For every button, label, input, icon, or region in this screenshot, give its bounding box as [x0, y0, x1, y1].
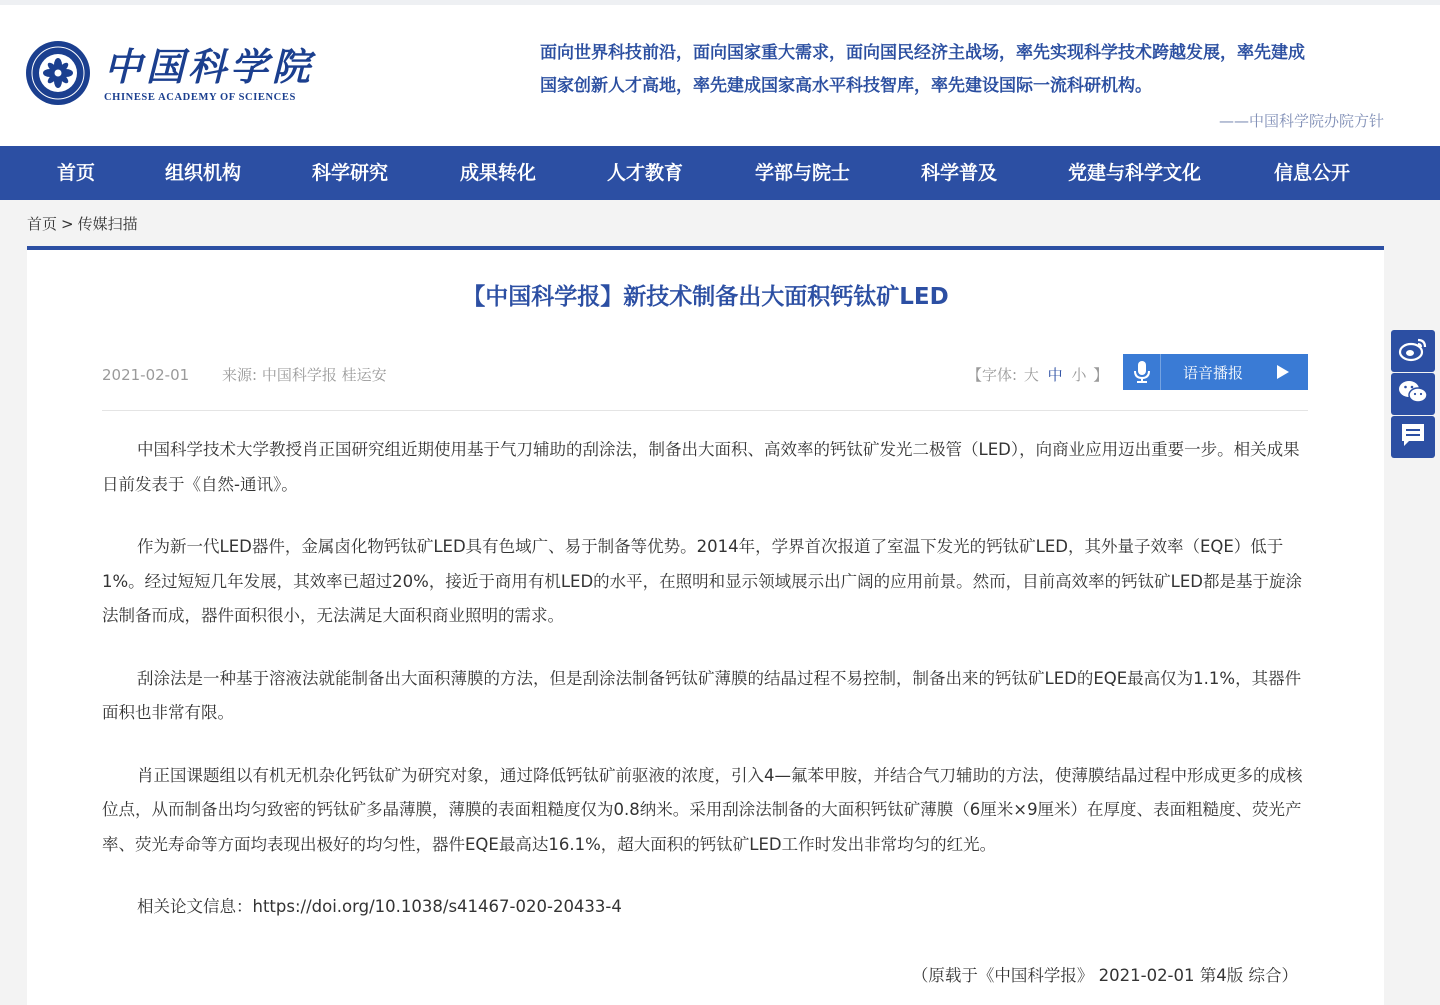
nav-item-education[interactable]: 人才教育	[607, 162, 684, 184]
nav-item-innovation[interactable]: 成果转化	[460, 162, 537, 184]
motto-line: 面向世界科技前沿，面向国家重大需求，面向国民经济主战场，率先实现科学技术跨越发展，率先建成	[540, 43, 1305, 63]
nav-item-organization[interactable]: 组织机构	[165, 162, 242, 184]
share-weibo-button[interactable]	[1391, 330, 1435, 372]
font-size-medium[interactable]: 中	[1047, 366, 1063, 384]
nav-item-popular-science[interactable]: 科学普及	[921, 162, 998, 184]
font-size-switcher	[967, 364, 1108, 385]
voice-broadcast-label: 语音播报	[1183, 363, 1244, 382]
article-paragraph: 肖正国课题组以有机无机杂化钙钛矿为研究对象，通过降低钙钛矿前驱液的浓度，引入4—氟苯甲胺，并结合气刀辅助的方法，使薄膜结晶过程中形成更多的成核位点，从而制备出均匀致密的钙钛矿多晶薄膜，薄膜的表面粗糙度仅为0.8纳米。采用刮涂法制备的大面积钙钛矿薄膜（6厘米×9厘米）在厚度、表面粗糙度、荧光产率、荧光寿命等方面均表现出极好的均匀性，器件EQE最高达16.1%，超大面积的钙钛矿LED工作时发出非常均匀的红光。	[102, 765, 1303, 854]
nav-item-academicians[interactable]: 学部与院士	[755, 162, 851, 184]
font-size-label-close: 】	[1093, 366, 1109, 384]
article-body	[102, 433, 1312, 925]
main-nav	[0, 146, 1440, 200]
weibo-icon	[1398, 336, 1428, 366]
nav-item-information[interactable]: 信息公开	[1274, 162, 1351, 184]
wechat-icon	[1398, 379, 1428, 409]
comment-button[interactable]	[1391, 416, 1435, 458]
site-logo[interactable]	[26, 41, 314, 105]
article-source-label: 来源:	[221, 366, 258, 384]
font-size-label: 【字体:	[967, 366, 1018, 384]
logo-english-name: CHINESE ACADEMY OF SCIENCES	[104, 91, 296, 103]
article-meta	[102, 364, 387, 385]
article-panel	[27, 246, 1384, 1005]
article-source: 中国科学报 桂运安	[261, 366, 387, 384]
motto-text	[540, 37, 1400, 103]
article-paragraph: 中国科学技术大学教授肖正国研究组近期使用基于气刀辅助的刮涂法，制备出大面积、高效率的钙钛矿发光二极管（LED），向商业应用迈出重要一步。相关成果日前发表于《自然-通讯》。	[102, 440, 1300, 494]
breadcrumb	[27, 213, 142, 234]
article-title: 【中国科学报】新技术制备出大面积钙钛矿LED	[462, 284, 949, 310]
comment-icon	[1400, 422, 1426, 452]
site-header	[0, 5, 1440, 146]
motto-line: 国家创新人才高地，率先建成国家高水平科技智库，率先建设国际一流科研机构。	[540, 76, 1152, 96]
article-origin-note: （原载于《中国科学报》 2021-02-01 第4版 综合）	[911, 966, 1298, 985]
voice-broadcast-button[interactable]	[1123, 354, 1308, 390]
cas-emblem-icon	[26, 41, 90, 105]
article-paragraph: 刮涂法是一种基于溶液法就能制备出大面积薄膜的方法，但是刮涂法制备钙钛矿薄膜的结晶过程不易控制，制备出来的钙钛矿LED的EQE最高仅为1.1%，其器件面积也非常有限。	[102, 668, 1302, 722]
font-size-small[interactable]: 小	[1071, 366, 1087, 384]
breadcrumb-home[interactable]: 首页	[27, 215, 58, 233]
breadcrumb-current[interactable]: 传媒扫描	[77, 215, 138, 233]
font-size-large[interactable]: 大	[1023, 366, 1039, 384]
article-paragraph-doi: 相关论文信息：https://doi.org/10.1038/s41467-020-20433-4	[137, 897, 622, 916]
article-date: 2021-02-01	[102, 366, 190, 384]
logo-chinese-name: 中国科学院	[104, 43, 315, 89]
microphone-icon	[1123, 354, 1161, 390]
article-paragraph: 作为新一代LED器件，金属卤化物钙钛矿LED具有色域广、易于制备等优势。2014年，学界首次报道了室温下发光的钙钛矿LED，其外量子效率（EQE）低于1%。经过短短几年发展，其效率已超过20%，接近于商用有机LED的水平，在照明和显示领域展示出广阔的应用前景。然而，目前高效率的钙钛矿LED都是基于旋涂法制备而成，器件面积很小，无法满足大面积商业照明的需求。	[102, 537, 1302, 625]
nav-item-party-culture[interactable]: 党建与科学文化	[1068, 162, 1202, 184]
nav-item-research[interactable]: 科学研究	[312, 162, 389, 184]
nav-item-home[interactable]: 首页	[57, 162, 96, 184]
share-wechat-button[interactable]	[1391, 373, 1435, 415]
play-icon	[1276, 364, 1290, 384]
motto-source: ——中国科学院办院方针	[1218, 112, 1384, 130]
breadcrumb-separator: >	[61, 215, 74, 233]
meta-divider	[102, 410, 1308, 411]
